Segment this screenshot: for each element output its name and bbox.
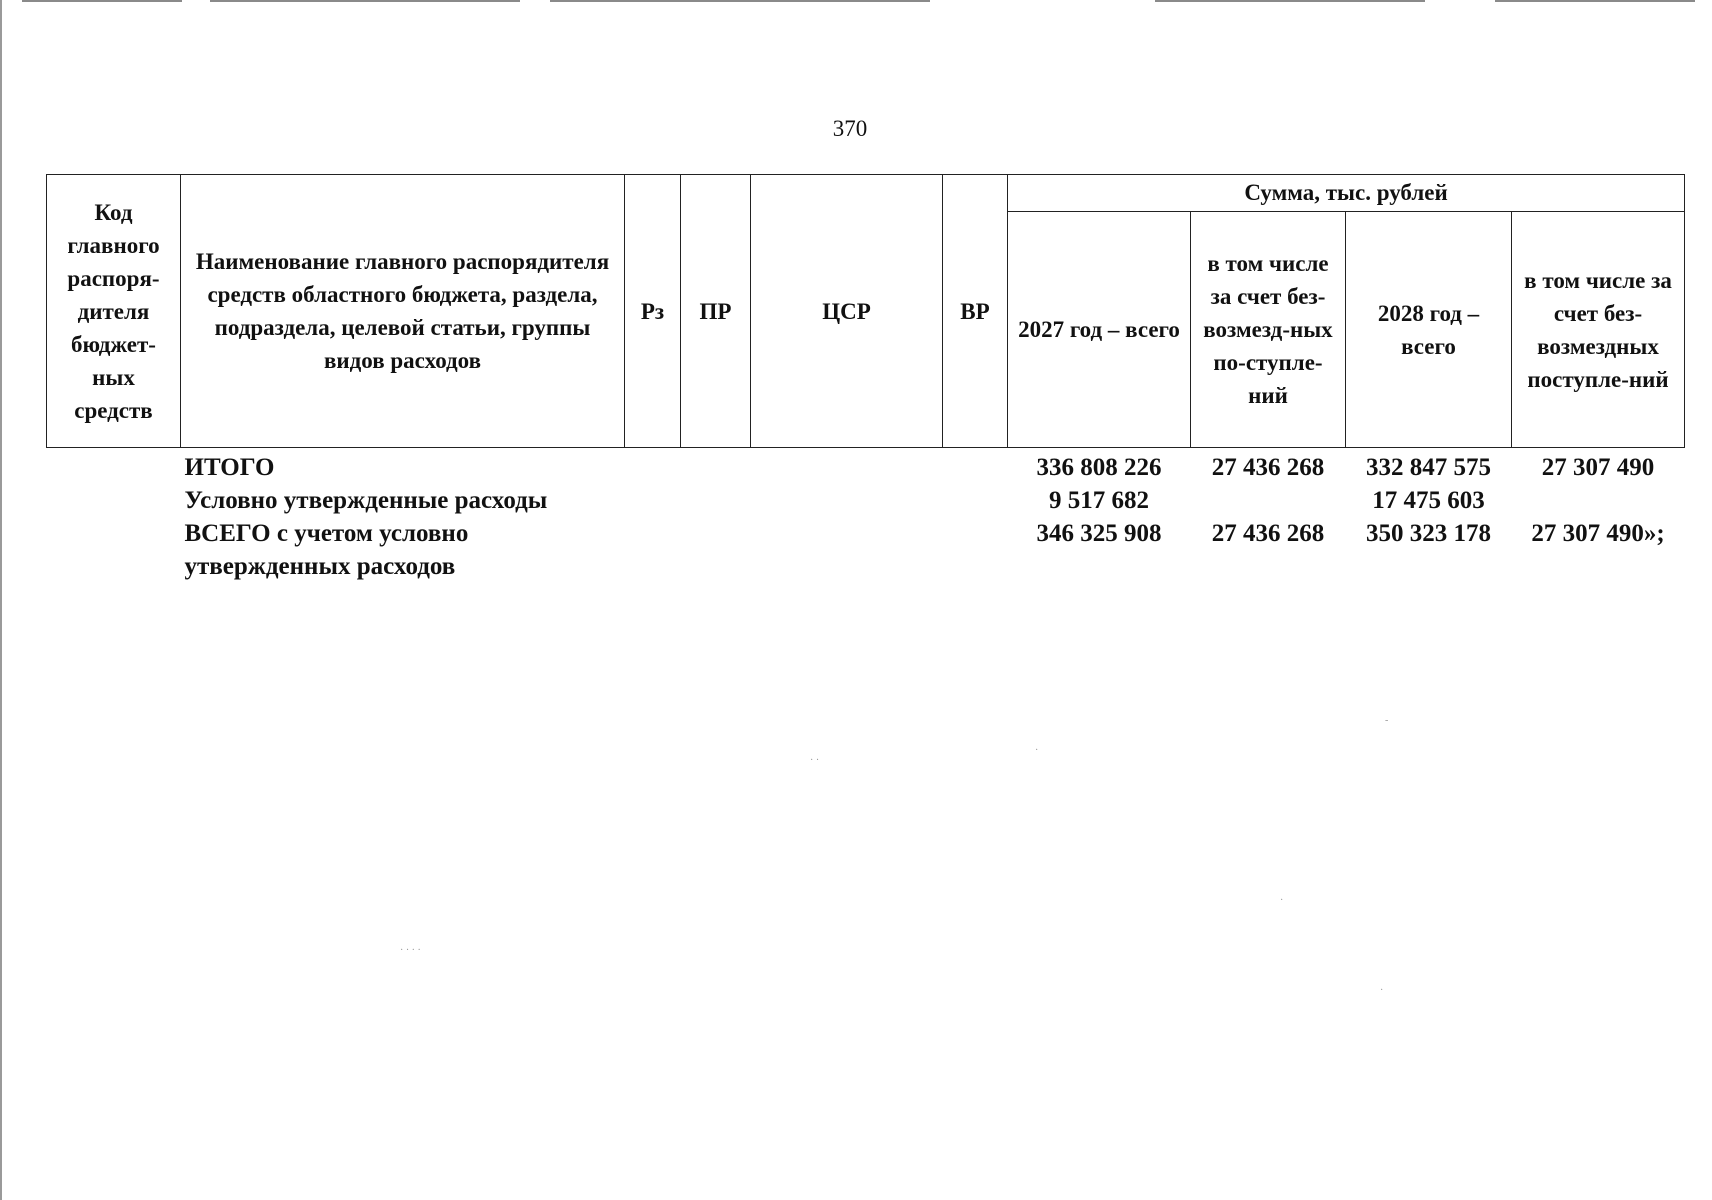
row-name: ВСЕГО с учетом условно утвержденных расходов: [184, 520, 469, 580]
row-2027-total: 346 325 908: [1036, 520, 1162, 547]
header-name: Наименование главного распорядителя средств областного бюджета, раздела, подраздела, целевой статьи, группы видов расходов: [181, 175, 625, 448]
header-csr: ЦСР: [751, 175, 943, 448]
header-2028-total: 2028 год – всего: [1346, 212, 1512, 448]
table-row: [47, 448, 1685, 485]
row-2027-total: 9 517 682: [1049, 487, 1149, 514]
row-2028-grants: 27 307 490»;: [1531, 520, 1665, 547]
header-vr: ВР: [943, 175, 1008, 448]
scan-speck: · · · ·: [400, 945, 421, 956]
header-sum: Сумма, тыс. рублей: [1008, 175, 1685, 212]
table-row: [47, 517, 1685, 583]
scan-artifact: [22, 0, 182, 2]
scan-artifact: [1495, 0, 1695, 2]
header-pr: ПР: [681, 175, 751, 448]
header-2027-total: 2027 год – всего: [1008, 212, 1191, 448]
scan-speck: ·: [1280, 895, 1284, 906]
table-header: [47, 175, 1685, 448]
row-name: ИТОГО: [184, 454, 275, 481]
table-body: [47, 448, 1685, 584]
scan-speck: ·: [1035, 745, 1039, 756]
row-2028-grants: [1512, 484, 1685, 517]
scan-edge: [0, 0, 2, 1200]
row-2027-grants: 27 436 268: [1211, 454, 1325, 481]
header-2028-grants: в том числе за счет без-возмездных поступле-ний: [1512, 212, 1685, 448]
row-2028-total: 17 475 603: [1372, 487, 1485, 514]
scan-speck: ·: [1380, 985, 1384, 996]
scan-artifact: [210, 0, 520, 2]
row-2027-total: 336 808 226: [1036, 454, 1162, 481]
budget-table: [46, 174, 1685, 583]
header-rz: Рз: [625, 175, 681, 448]
page-number: 370: [832, 116, 868, 141]
scan-speck: · ·: [810, 755, 820, 766]
scan-speck: -: [1385, 715, 1389, 726]
row-2028-grants: 27 307 490: [1541, 454, 1655, 481]
header-2027-grants: в том числе за счет без-возмезд-ных по-ступле-ний: [1191, 212, 1346, 448]
table-row: [47, 484, 1685, 517]
scan-artifact: [1155, 0, 1425, 2]
header-code: Код главного распоря-дителя бюджет-ных средств: [47, 175, 181, 448]
row-name: Условно утвержденные расходы: [184, 487, 548, 514]
row-2027-grants: 27 436 268: [1211, 520, 1325, 547]
row-2028-total: 332 847 575: [1366, 454, 1491, 481]
scan-artifact: [550, 0, 930, 2]
row-2027-grants: [1191, 484, 1346, 517]
row-2028-total: 350 323 178: [1366, 520, 1491, 547]
